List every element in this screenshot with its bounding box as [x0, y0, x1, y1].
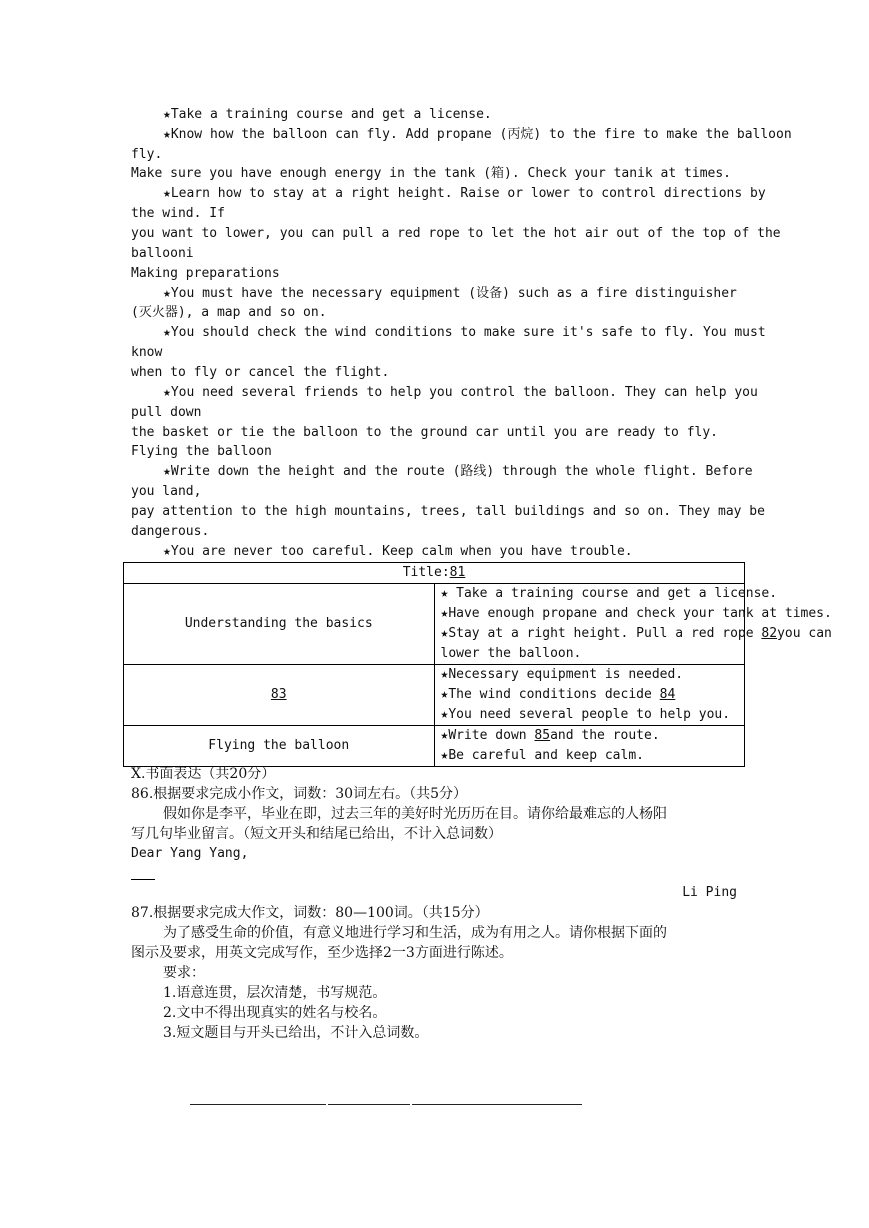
passage-line: ★You are never too careful. Keep calm when you have trouble. [163, 544, 633, 559]
passage-line: Make sure you have enough energy in the tank (箱). Check your tanik at times. [131, 166, 731, 181]
blank-83: 83 [270, 687, 287, 702]
passage-line: ★You must have the necessary equipment (设备) such as a fire distinguisher [163, 286, 737, 301]
letter-greeting: Dear Yang Yang, [131, 846, 249, 861]
passage-line: ★Write down the height and the route (路线) through the whole flight. Before [163, 464, 753, 479]
question-86: 86.根据要求完成小作文，词数：30词左右。（共5分） [131, 786, 467, 802]
section-title: X.书面表达（共20分） [131, 766, 276, 782]
table-row [124, 584, 745, 665]
passage-line: fly. [131, 147, 163, 162]
table-title-label: Title: [402, 565, 450, 580]
rule-segment [190, 1104, 326, 1105]
row-item: ★Have enough propane and check your tank at times. [440, 606, 832, 621]
passage-line: pay attention to the high mountains, trees, tall buildings and so on. They may be [131, 504, 765, 519]
requirement-item: 1.语意连贯，层次清楚，书写规范。 [163, 985, 387, 1001]
passage-line: ballooni [131, 246, 194, 261]
requirement-item: 3.短文题目与开头已给出，不计入总词数。 [163, 1025, 429, 1041]
row-heading: Flying the balloon [124, 726, 435, 767]
answer-blank-line [131, 879, 155, 880]
passage-line: dangerous. [131, 524, 210, 539]
question-86-prompt: 写几句毕业留言。（短文开头和结尾已给出，不计入总词数） [131, 826, 502, 842]
row-item-text: you can [777, 626, 832, 641]
row-item-text: ★Write down [440, 728, 535, 743]
passage-line: ★Know how the balloon can fly. Add propane (丙烷) to the fire to make the balloon [163, 127, 792, 142]
table-title-row [124, 563, 745, 584]
passage-line: pull down [131, 405, 202, 420]
requirement-item: 2.文中不得出现真实的姓名与校名。 [163, 1005, 387, 1021]
letter-signature: Li Ping [682, 885, 737, 900]
blank-85: 85 [534, 728, 551, 743]
row-item: lower the balloon. [440, 646, 582, 661]
rule-segment [412, 1104, 582, 1105]
question-86-prompt: 假如你是李平，毕业在即，过去三年的美好时光历历在目。请你给最难忘的人杨阳 [163, 806, 667, 822]
requirements-title: 要求： [163, 965, 205, 981]
question-87: 87.根据要求完成大作文，词数：80—100词。（共15分） [131, 905, 489, 921]
outline-table [123, 562, 832, 767]
blank-81: 81 [449, 565, 466, 580]
question-87-prompt: 图示及要求，用英文完成写作，至少选择2一3方面进行陈述。 [131, 945, 513, 961]
blank-84: 84 [659, 687, 676, 702]
passage-line: (灭火器), a map and so on. [131, 305, 327, 320]
row-item [441, 726, 739, 746]
row-item-text: and the route. [550, 728, 660, 743]
row-item: ★ Take a training course and get a license. [440, 586, 778, 601]
table-title-cell [124, 563, 745, 584]
passage-line: you want to lower, you can pull a red rope to let the hot air out of the top of the [131, 226, 781, 241]
passage-line: ★Learn how to stay at a right height. Raise or lower to control directions by [163, 186, 766, 201]
row-content [434, 726, 745, 767]
row-content [434, 584, 832, 665]
row-item: ★Be careful and keep calm. [440, 748, 644, 763]
passage-line: when to fly or cancel the flight. [131, 365, 390, 380]
row-item [441, 685, 739, 705]
passage-line: the wind. If [131, 206, 225, 221]
section-heading: Flying the balloon [131, 444, 272, 459]
rule-segment [328, 1104, 410, 1105]
blank-82: 82 [761, 626, 778, 641]
row-item-text: ★Stay at a right height. Pull a red rope [440, 626, 762, 641]
passage-line: ★You need several friends to help you control the balloon. They can help you [163, 385, 758, 400]
passage-line: know [131, 345, 163, 360]
row-content [434, 665, 745, 726]
row-heading: Understanding the basics [124, 584, 435, 665]
question-87-prompt: 为了感受生命的价值，有意义地进行学习和生活，成为有用之人。请你根据下面的 [163, 925, 667, 941]
row-item: ★You need several people to help you. [440, 707, 731, 722]
passage-line: ★You should check the wind conditions to make sure it's safe to fly. You must [163, 325, 766, 340]
table-row [124, 726, 745, 767]
row-item-text: ★The wind conditions decide [440, 687, 660, 702]
section-heading: Making preparations [131, 266, 280, 281]
passage-line: the basket or tie the balloon to the ground car until you are ready to fly. [131, 425, 718, 440]
passage-line: ★Take a training course and get a license. [163, 107, 492, 122]
row-item: ★Necessary equipment is needed. [440, 667, 684, 682]
row-heading [124, 665, 435, 726]
passage-line: you land, [131, 484, 202, 499]
row-item [440, 624, 832, 644]
table-row [124, 665, 745, 726]
